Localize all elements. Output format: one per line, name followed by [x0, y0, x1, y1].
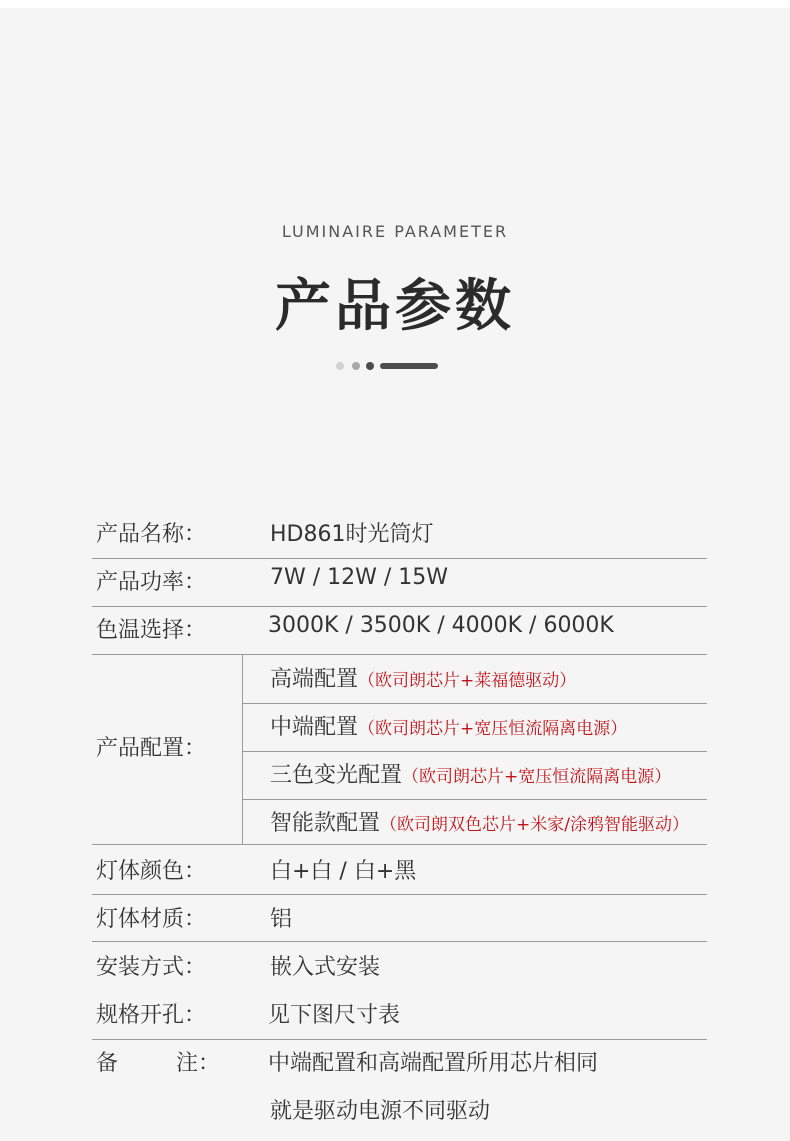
config-item-name: 高端配置 [270, 667, 359, 692]
divider [242, 751, 707, 752]
power-label: 产品功率： [96, 570, 207, 595]
material-value: 铝 [270, 907, 293, 932]
divider [92, 654, 707, 655]
config-item-note: （欧司朗芯片+莱福德驱动） [358, 671, 577, 691]
dot-bar [380, 363, 438, 369]
name-value: HD861时光筒灯 [270, 522, 434, 547]
divider [242, 703, 707, 704]
config-item-name: 三色变光配置 [270, 763, 403, 788]
cutout-label: 规格开孔： [96, 1003, 207, 1028]
remark-line-2: 就是驱动电源不同驱动 [270, 1099, 491, 1124]
color-label: 灯体颜色： [96, 859, 207, 884]
config-label: 产品配置： [96, 736, 207, 761]
dot-mid [352, 362, 360, 370]
section-title: 产品参数 [275, 274, 515, 339]
config-item-note: （欧司朗芯片+宽压恒流隔离电源） [402, 767, 672, 787]
cct-label: 色温选择： [96, 618, 207, 643]
config-item-high [270, 662, 576, 693]
divider [92, 941, 707, 942]
install-value: 嵌入式安装 [270, 955, 381, 980]
config-item-note: （欧司朗芯片+宽压恒流隔离电源） [358, 719, 628, 739]
remark-line-1: 中端配置和高端配置所用芯片相同 [268, 1051, 599, 1076]
install-label: 安装方式： [96, 955, 207, 980]
divider [92, 1039, 707, 1040]
material-label: 灯体材质： [96, 907, 207, 932]
config-item-tricolor [270, 758, 671, 789]
dot-light [336, 362, 344, 370]
cct-value: 3000K / 3500K / 4000K / 6000K [268, 613, 614, 638]
config-item-name: 中端配置 [270, 715, 359, 740]
remark-label-b: 注： [176, 1051, 221, 1076]
power-value: 7W / 12W / 15W [270, 565, 449, 590]
color-value: 白+白 / 白+黑 [270, 859, 417, 884]
config-item-name: 智能款配置 [270, 811, 381, 836]
config-item-mid [270, 710, 627, 741]
divider [92, 558, 707, 559]
divider [92, 844, 707, 845]
top-strip [0, 0, 790, 8]
name-label: 产品名称： [96, 522, 207, 547]
section-subtitle: LUMINAIRE PARAMETER [281, 222, 509, 241]
divider [242, 799, 707, 800]
remark-label-a: 备 [96, 1051, 119, 1076]
config-item-note: （欧司朗双色芯片+米家/涂鸦智能驱动） [380, 815, 689, 835]
config-divider-vertical [242, 654, 243, 844]
divider [92, 606, 707, 607]
dot-dark [366, 362, 374, 370]
cutout-value: 见下图尺寸表 [268, 1003, 401, 1028]
divider [92, 894, 707, 895]
config-item-smart [270, 806, 689, 837]
